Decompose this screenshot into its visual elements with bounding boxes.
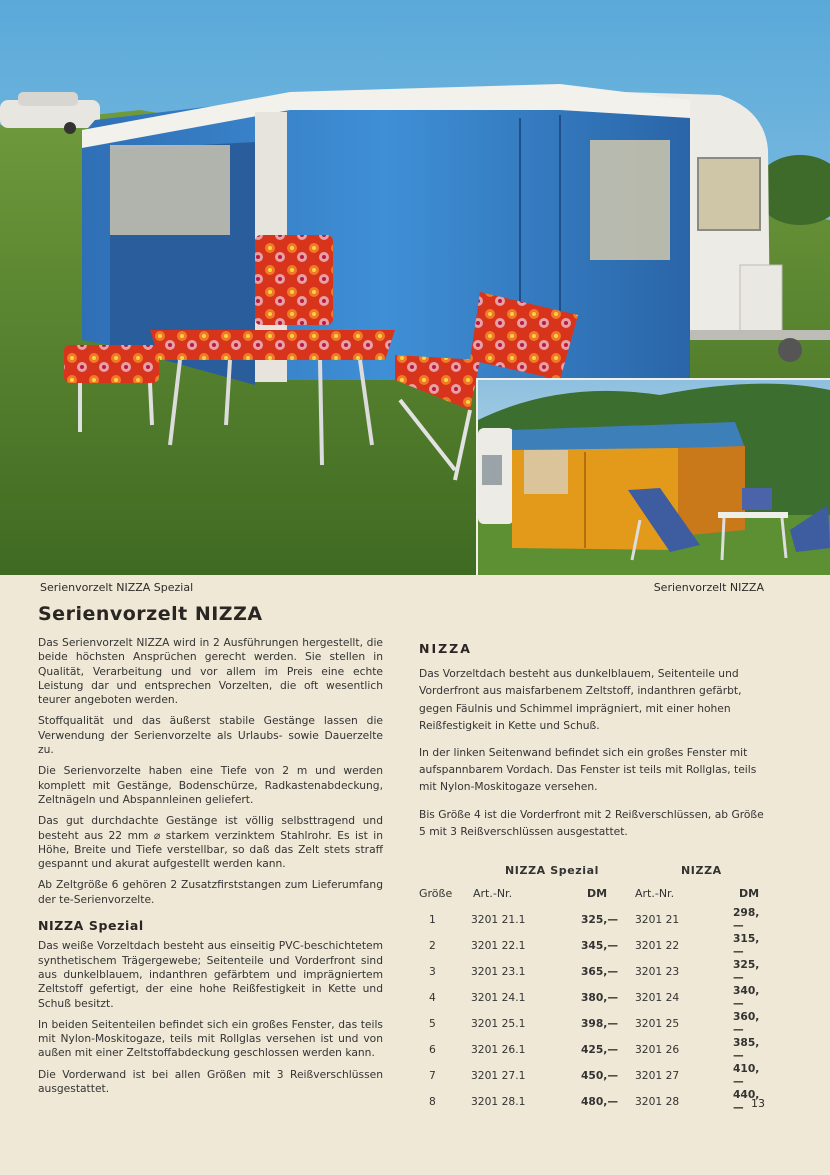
spezial-paragraph-1: Das weiße Vorzeltdach besteht aus einseitig PVC-beschichtetem synthetischem Trägergewebe; Seitenteile und Vorderfront sind aus dunkelblauem, indanthren gefärbtem und imprägniertem Zeltstoff gefertigt, der eine hohe Reißfestigkeit in Kette und Schuß besitzt. — [38, 939, 383, 1010]
row-art-nizza: 3201 25 — [635, 1016, 680, 1030]
row-size: 4 — [429, 990, 436, 1004]
row-art-nizza: 3201 21 — [635, 912, 680, 926]
left-column — [38, 636, 383, 1103]
spezial-paragraph-3: Die Vorderwand ist bei allen Größen mit 3 Reißverschlüssen ausgestattet. — [38, 1067, 383, 1096]
row-art-spezial: 3201 23.1 — [471, 964, 526, 978]
row-dm-nizza: 385,— — [733, 1036, 760, 1062]
main-photo — [0, 0, 830, 575]
spezial-paragraph-2: In beiden Seitenteilen befindet sich ein großes Fenster, das teils mit Nylon-Moskitogaze, teils mit Rollglas versehen ist und von außen mit einer Zeltstoffabdeckung geschlossen werden kann. — [38, 1017, 383, 1060]
row-dm-spezial: 480,— — [581, 1094, 619, 1108]
table-row — [419, 1062, 769, 1088]
row-size: 3 — [429, 964, 436, 978]
intro-paragraph-3: Die Serienvorzelte haben eine Tiefe von 2 m und werden komplett mit Gestänge, Bodenschürze, Radkastenabdeckung, Zeltnägeln und Abspannleinen geliefert. — [38, 764, 383, 806]
row-art-nizza: 3201 26 — [635, 1042, 680, 1056]
inset-photo — [476, 378, 830, 575]
row-dm-spezial: 345,— — [581, 938, 619, 952]
table-row — [419, 984, 769, 1010]
group-header-nizza: NIZZA — [681, 863, 722, 877]
row-size: 8 — [429, 1094, 436, 1108]
price-table — [419, 860, 769, 1114]
row-art-spezial: 3201 28.1 — [471, 1094, 526, 1108]
row-dm-nizza: 410,— — [733, 1062, 760, 1088]
row-art-spezial: 3201 25.1 — [471, 1016, 526, 1030]
row-art-nizza: 3201 24 — [635, 990, 680, 1004]
intro-paragraph-2: Stoffqualität und das äußerst stabile Gestänge lassen die Verwendung der Serienvorzelte als Urlaubs- sowie Dauerzelte zu. — [38, 714, 383, 757]
table-row — [419, 906, 769, 932]
row-dm-spezial: 365,— — [581, 964, 619, 978]
group-header-spezial: NIZZA Spezial — [505, 863, 600, 877]
intro-paragraph-4: Das gut durchdachte Gestänge ist völlig selbsttragend und besteht aus 22 mm ⌀ starkem verzinktem Stahlrohr. Es ist in Höhe, Breite und Tiefe verstellbar, so daß das Zelt stets straff gespannt und akurat aufgestellt werden kann. — [38, 814, 383, 871]
table-row — [419, 1010, 769, 1036]
table-row — [419, 958, 769, 984]
row-art-spezial: 3201 24.1 — [471, 990, 526, 1004]
row-art-nizza: 3201 22 — [635, 938, 680, 952]
row-art-spezial: 3201 26.1 — [471, 1042, 526, 1056]
row-art-spezial: 3201 27.1 — [471, 1068, 526, 1082]
row-dm-spezial: 380,— — [581, 990, 619, 1004]
row-art-nizza: 3201 28 — [635, 1094, 680, 1108]
row-dm-nizza: 315,— — [733, 932, 760, 958]
table-row — [419, 1036, 769, 1062]
col-header-art-spezial: Art.-Nr. — [473, 886, 513, 900]
row-dm-nizza: 325,— — [733, 958, 760, 984]
row-dm-spezial: 325,— — [581, 912, 619, 926]
row-dm-nizza: 298,— — [733, 906, 760, 932]
table-group-header — [419, 860, 769, 880]
nizza-paragraph-1: Das Vorzeltdach besteht aus dunkelblauem, Seitenteile und Vorderfront aus maisfarbenem Zeltstoff, indanthren gefärbt, gegen Fäulnis und Schimmel imprägniert, mit einer hohen Reißfestigkeit in Kette und Schuß. — [419, 667, 742, 732]
nizza-heading: NIZZA — [419, 641, 472, 656]
row-size: 5 — [429, 1016, 436, 1030]
page-number: 13 — [751, 1097, 765, 1110]
intro-paragraph-1: Das Serienvorzelt NIZZA wird in 2 Ausführungen hergestellt, die beide höchsten Ansprüchen gerecht werden. Sie stellen in Qualität, Verarbeitung und vor allem im Preis eine echte Leistung dar und entsprechen Vorzelten, die oft wesentlich teurer angeboten werden. — [38, 636, 383, 707]
col-header-size: Größe — [419, 886, 453, 900]
spezial-heading: NIZZA Spezial — [38, 918, 144, 934]
row-art-spezial: 3201 21.1 — [471, 912, 526, 926]
row-art-nizza: 3201 23 — [635, 964, 680, 978]
intro-paragraph-5: Ab Zeltgröße 6 gehören 2 Zusatzfirststangen zum Lieferumfang der te-Serienvorzelte. — [38, 878, 383, 906]
row-size: 2 — [429, 938, 436, 952]
row-dm-nizza: 440,— — [733, 1088, 760, 1114]
page-title: Serienvorzelt NIZZA — [38, 603, 263, 625]
photo-area — [0, 0, 830, 575]
nizza-paragraph-2: In der linken Seitenwand befindet sich ein großes Fenster mit aufspannbarem Vordach. Das Fenster ist teils mit Rollglas, teils mit Nylon-Moskitogaze versehen. — [419, 746, 757, 794]
row-size: 7 — [429, 1068, 436, 1082]
row-dm-nizza: 340,— — [733, 984, 760, 1010]
col-header-dm-nizza: DM — [739, 886, 760, 900]
table-row — [419, 932, 769, 958]
right-column — [419, 640, 766, 850]
table-row — [419, 1088, 769, 1114]
col-header-art-nizza: Art.-Nr. — [635, 886, 675, 900]
row-art-nizza: 3201 27 — [635, 1068, 680, 1082]
photo-caption-right: Serienvorzelt NIZZA — [653, 581, 764, 594]
table-column-header — [419, 880, 769, 906]
row-dm-spezial: 398,— — [581, 1016, 619, 1030]
row-dm-spezial: 450,— — [581, 1068, 619, 1082]
photo-caption-left: Serienvorzelt NIZZA Spezial — [40, 581, 194, 594]
row-art-spezial: 3201 22.1 — [471, 938, 526, 952]
col-header-dm-spezial: DM — [587, 886, 608, 900]
row-dm-spezial: 425,— — [581, 1042, 619, 1056]
row-dm-nizza: 360,— — [733, 1010, 760, 1036]
nizza-paragraph-3: Bis Größe 4 ist die Vorderfront mit 2 Reißverschlüssen, ab Größe 5 mit 3 Reißverschlüssen ausgestattet. — [419, 807, 764, 838]
row-size: 1 — [429, 912, 436, 926]
row-size: 6 — [429, 1042, 436, 1056]
